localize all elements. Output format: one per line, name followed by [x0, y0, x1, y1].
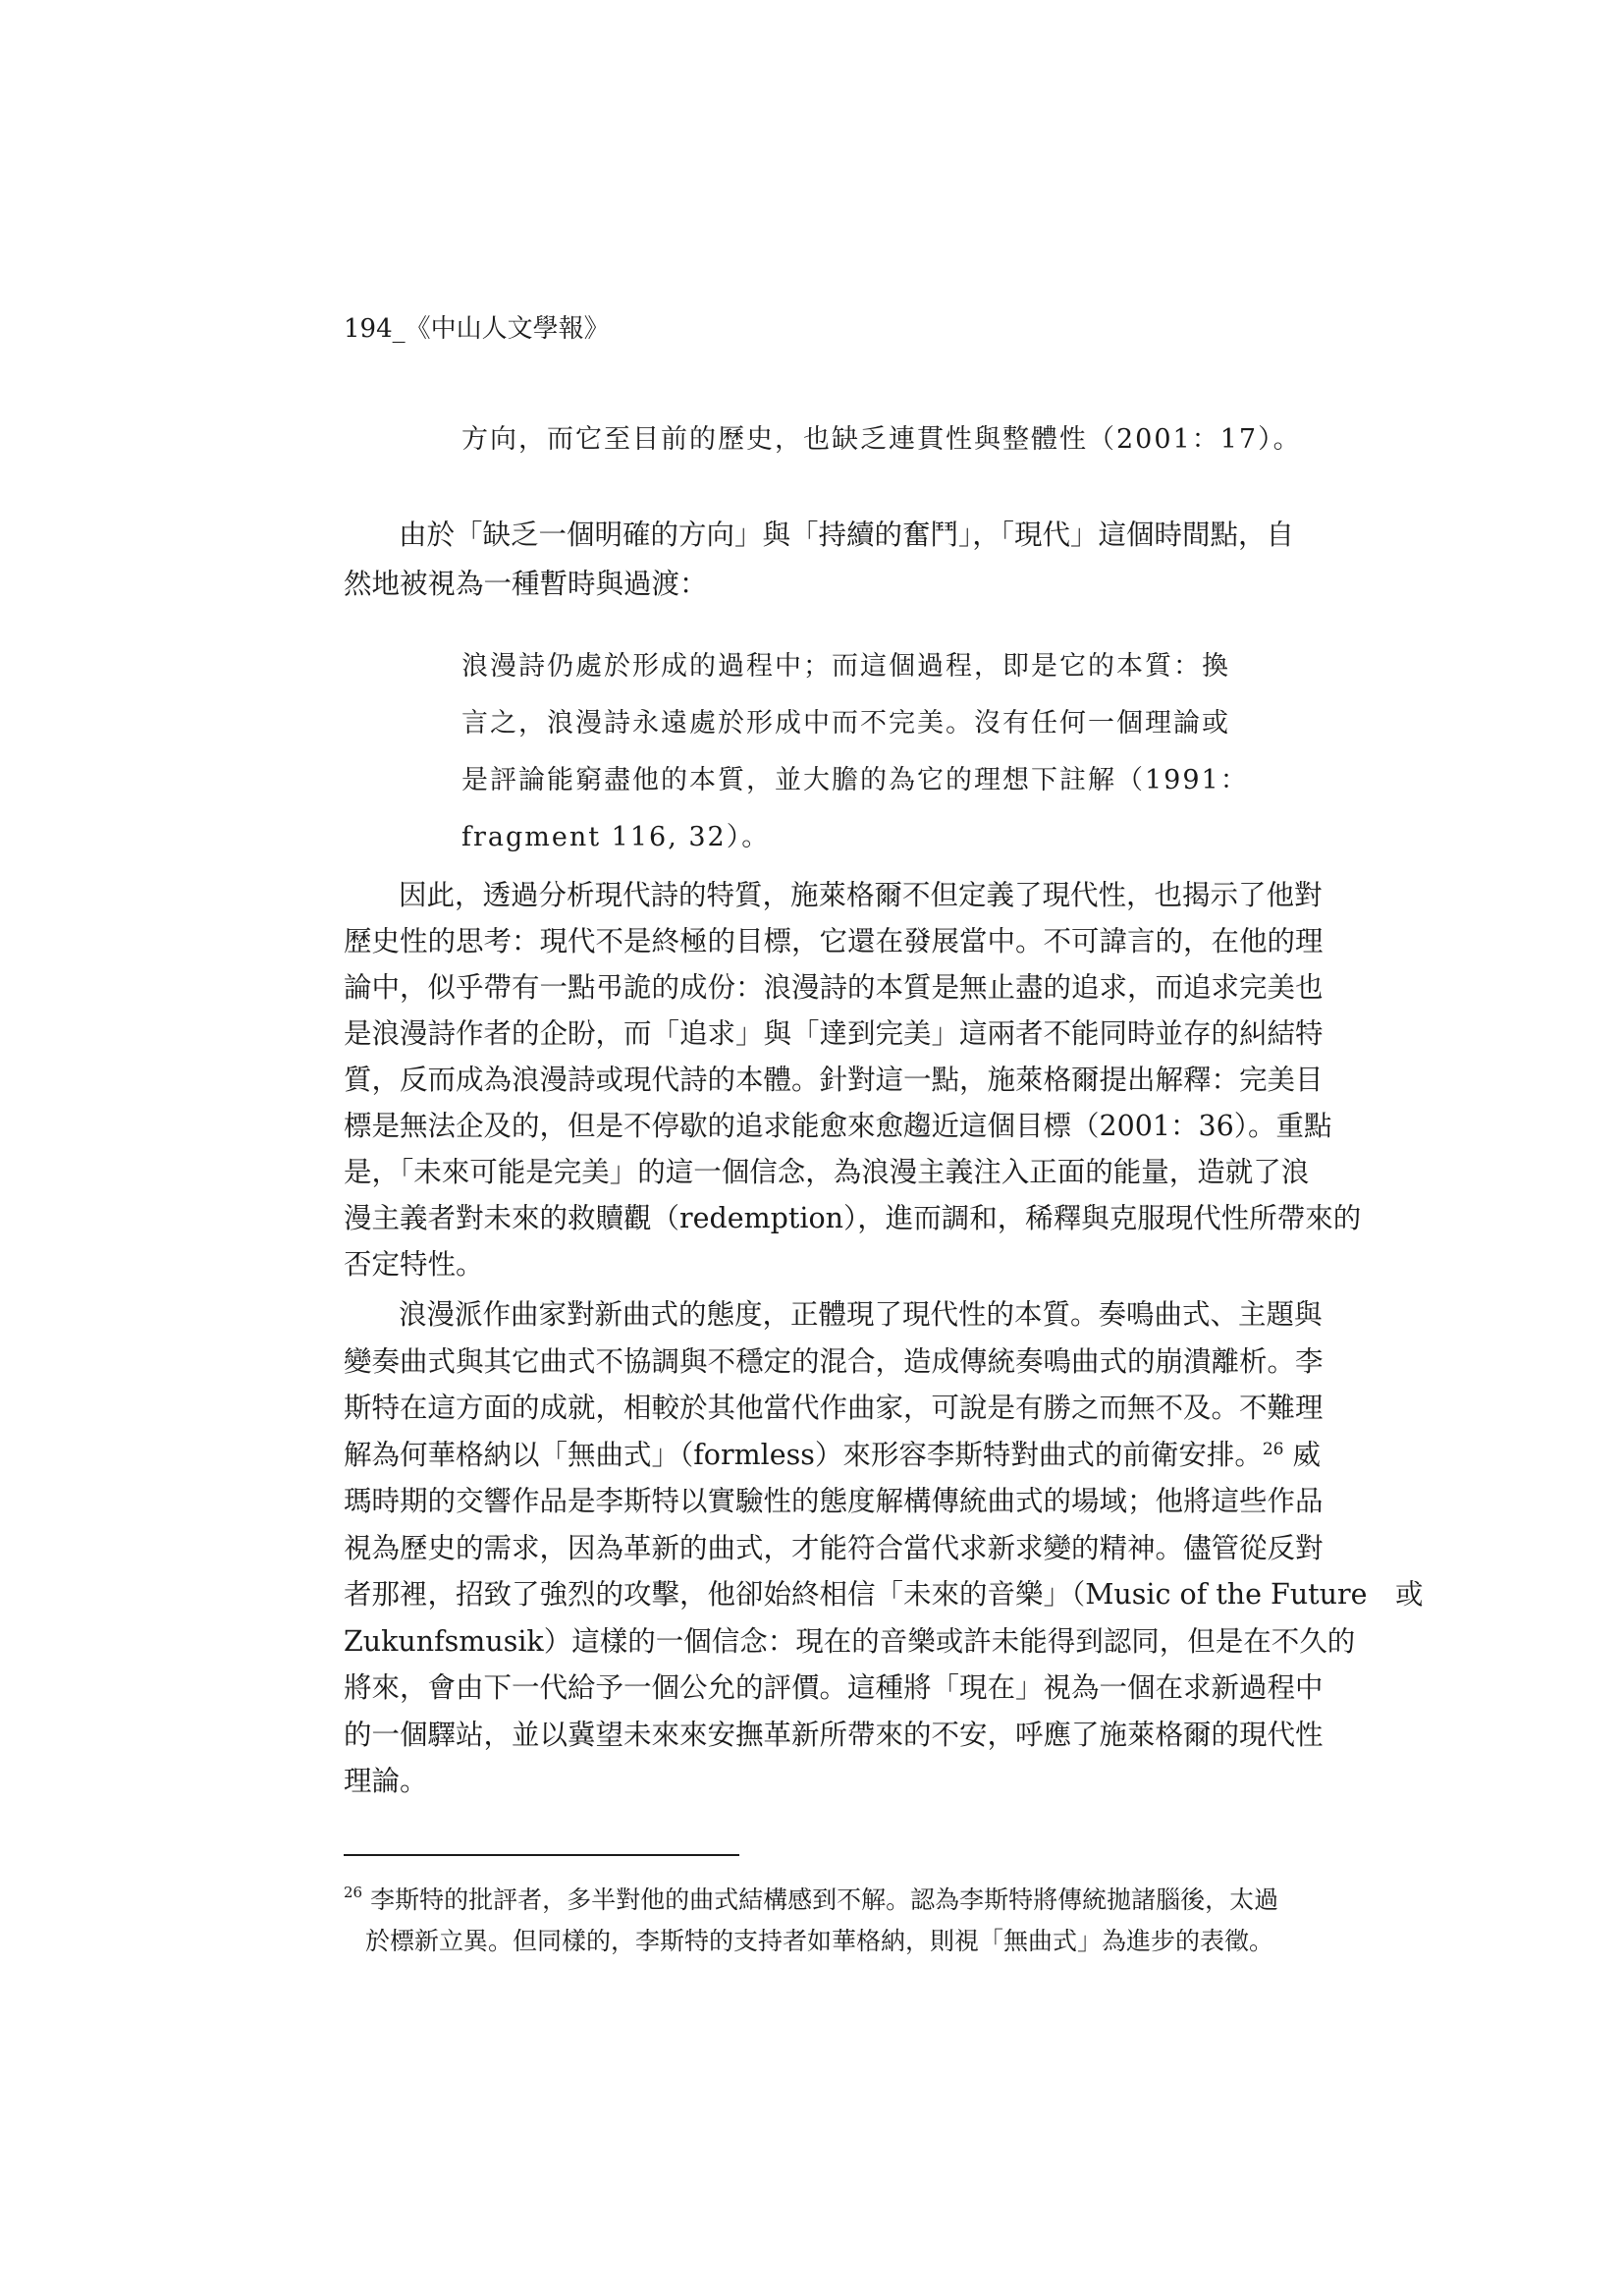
paragraph-line: 否定特性。	[344, 1248, 484, 1281]
footnote-line	[344, 1880, 1278, 1921]
paragraph-line-text: 解為何華格納以「無曲式」（formless）來形容李斯特對曲式的前衛安排。	[344, 1438, 1263, 1471]
quote-line: 是評論能窮盡他的本質，並大膽的為它的理想下註解（1991：	[461, 765, 1249, 795]
paragraph	[344, 1291, 1424, 1805]
paragraph-line: 論中，似乎帶有一點弔詭的成份：浪漫詩的本質是無止盡的追求，而追求完美也	[344, 971, 1324, 1004]
paragraph	[344, 511, 1294, 609]
paragraph-line: 質，反而成為浪漫詩或現代詩的本體。針對這一點，施萊格爾提出解釋：完美目	[344, 1064, 1324, 1096]
paragraph-line: 將來，會由下一代給予一個公允的評價。這種將「現在」視為一個在求新過程中	[344, 1671, 1324, 1704]
block-quote-continuation: 方向，而它至目前的歷史，也缺乏連貫性與整體性（2001：17）。	[461, 424, 1302, 455]
paragraph-line: 的一個驛站，並以冀望未來來安撫革新所帶來的不安，呼應了施萊格爾的現代性	[344, 1718, 1324, 1751]
paragraph-line: 理論。	[344, 1765, 428, 1797]
paragraph-line: 標是無法企及的，但是不停歇的追求能愈來愈趨近這個目標（2001：36）。重點	[344, 1110, 1332, 1142]
quote-line: 浪漫詩仍處於形成的過程中；而這個過程，即是它的本質：換	[461, 651, 1230, 682]
quote-line: 言之，浪漫詩永遠處於形成中而不完美。沒有任何一個理論或	[461, 708, 1230, 738]
paragraph-line: Zukunfsmusik）這樣的一個信念：現在的音樂或許未能得到認同，但是在不久的	[344, 1624, 1356, 1658]
paragraph-line: 是，「未來可能是完美」的這一個信念，為浪漫主義注入正面的能量，造就了浪	[344, 1156, 1310, 1188]
paragraph-line: 浪漫派作曲家對新曲式的態度，正體現了現代性的本質。奏鳴曲式、主題與	[399, 1298, 1323, 1331]
quote-line: fragment 116, 32）。	[461, 822, 771, 852]
paragraph-line: 者那裡，招致了強烈的攻擊，他卻始終相信「未來的音樂」（Music of the Future 或	[344, 1578, 1424, 1611]
paragraph-line: 斯特在這方面的成就，相較於其他當代作曲家，可說是有勝之而無不及。不難理	[344, 1392, 1324, 1424]
footnote-marker: 26	[344, 1884, 363, 1901]
paragraph-line: 因此，透過分析現代詩的特質，施萊格爾不但定義了現代性，也揭示了他對	[399, 879, 1323, 911]
footnote-divider	[344, 1854, 739, 1856]
paragraph	[344, 872, 1362, 1287]
paragraph-line: 由於「缺乏一個明確的方向」與「持續的奮鬥」，「現代」這個時間點，自	[399, 519, 1295, 551]
footnote-reference[interactable]: 26	[1262, 1439, 1284, 1459]
footnote	[344, 1880, 1278, 1962]
paragraph-line: 變奏曲式與其它曲式不協調與不穩定的混合，造成傳統奏鳴曲式的崩潰離析。李	[344, 1344, 1324, 1378]
block-quote	[461, 638, 1249, 866]
paragraph-line-with-footnote	[344, 1432, 1322, 1479]
paragraph-line: 是浪漫詩作者的企盼，而「追求」與「達到完美」這兩者不能同時並存的糾結特	[344, 1017, 1324, 1050]
paragraph-line: 歷史性的思考：現代不是終極的目標，它還在發展當中。不可諱言的，在他的理	[344, 925, 1324, 957]
paragraph-line: 瑪時期的交響作品是李斯特以實驗性的態度解構傳統曲式的場域；他將這些作品	[344, 1485, 1324, 1517]
footnote-text: 李斯特的批評者，多半對他的曲式結構感到不解。認為李斯特將傳統拋諸腦後，太過	[370, 1886, 1279, 1914]
paragraph-line: 漫主義者對未來的救贖觀（redemption），進而調和，稀釋與克服現代性所帶來的	[344, 1202, 1362, 1234]
paragraph-line-text: 威	[1292, 1438, 1322, 1471]
paragraph-line: 視為歷史的需求，因為革新的曲式，才能符合當代求新求變的精神。儘管從反對	[344, 1531, 1324, 1564]
running-head: 194_《中山人文學報》	[344, 314, 610, 344]
paragraph-line: 然地被視為一種暫時與過渡：	[344, 568, 708, 600]
footnote-line: 於標新立異。但同樣的，李斯特的支持者如華格納，則視「無曲式」為進步的表徵。	[365, 1927, 1274, 1955]
